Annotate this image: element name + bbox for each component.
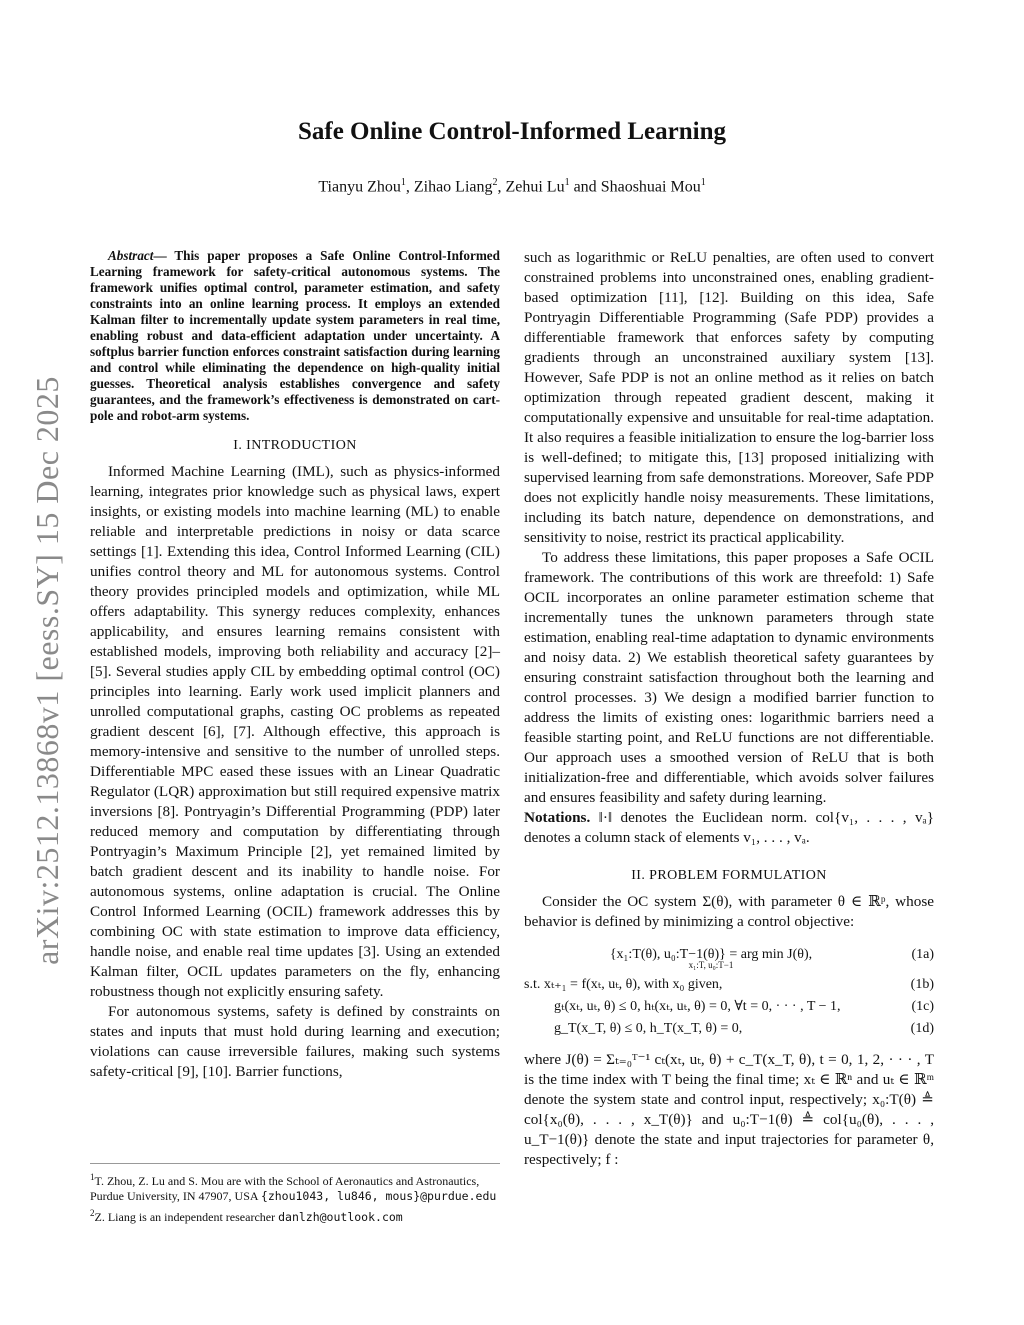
section-heading-problem-formulation: II. PROBLEM FORMULATION bbox=[631, 868, 827, 883]
equation-subscript: x₁:T, u₀:T−1 bbox=[688, 960, 734, 970]
body-paragraph: To address these limitations, this paper proposes a Safe OCIL framework. The contributions of this work are threefold: 1) Safe OCIL incorporates an online parameter estimation scheme that incrementally tunes the unknown parameters through state estimation, enabling real-time adaptation to dynamic environments and noisy data. 2) We establish theoretical safety guarantees by ensuring constraint satisfaction throughout both the learning and control processes. 3) We design a modified barrier function to address the limits of existing ones: logarithmic barriers need a feasible starting point, and ReLU functions are not differentiable. Our approach uses a smoothed version of ReLU that is both initialization-free and differentiable, which avoids solver failures and ensures feasibility and safety during learning. bbox=[524, 549, 934, 806]
author-name: Zihao Liang bbox=[413, 178, 493, 196]
left-column bbox=[90, 248, 500, 1082]
equation-number: (1b) bbox=[910, 977, 934, 992]
arxiv-identifier: arXiv:2512.13868v1 [eess.SY] 15 Dec 2025 bbox=[28, 375, 65, 965]
equation-number: (1d) bbox=[910, 1021, 934, 1036]
intro-paragraph: For autonomous systems, safety is defined by constraints on states and inputs that must hold during learning and execution; violations can cause irreversible failures, making such systems safety-critical [9], [10]. Barrier functions, bbox=[90, 1003, 500, 1080]
equation: {x₁:T(θ), u₀:T−1(θ)} = arg min J(θ), bbox=[609, 947, 813, 962]
affiliation-mark: 1 bbox=[700, 177, 706, 188]
equation-row bbox=[524, 1018, 934, 1040]
notations-paragraph bbox=[524, 808, 934, 848]
author-name: Tianyu Zhou bbox=[318, 178, 401, 196]
affiliation-mark: 1 bbox=[564, 177, 570, 188]
body-paragraph: Consider the OC system Σ(θ), with parameter θ ∈ ℝᵖ, whose behavior is defined by minimizing a control objective: bbox=[524, 893, 934, 930]
equation-row bbox=[524, 974, 934, 996]
right-column bbox=[524, 248, 934, 1170]
footnote-text: T. Zhou, Z. Lu and S. Mou are with the School of Aeronautics and Astronautics, Purdue University, IN 47907, USA bbox=[90, 1174, 480, 1203]
footnote-1 bbox=[90, 1170, 500, 1204]
notations-text: ‖·‖ denotes the Euclidean norm. col{v₁, . . . , vₐ} denotes a column stack of elements v₁, . . . , vₐ. bbox=[524, 809, 934, 846]
author-separator: and bbox=[569, 178, 601, 196]
arxiv-sidebar-stamp bbox=[22, 360, 72, 980]
abstract bbox=[90, 248, 500, 424]
affiliation-mark: 1 bbox=[400, 177, 406, 188]
author-name: Zehui Lu bbox=[505, 178, 565, 196]
footnote-email: {zhou1043, lu846, mous}@purdue.edu bbox=[260, 1189, 497, 1203]
footnotes bbox=[90, 1163, 500, 1227]
equation: s.t. xₜ₊₁ = f(xₜ, uₜ, θ), with x₀ given, bbox=[524, 977, 723, 992]
footnote-mark: 2 bbox=[90, 1208, 95, 1218]
equation-row bbox=[524, 996, 934, 1018]
intro-paragraph: Informed Machine Learning (IML), such as physics-informed learning, integrates prior knowledge such as physical laws, expert insights, or existing models into machine learning (ML) to enable reliable and interpretable predictions in noisy or data scarce settings [1]. Extending this idea, Control Informed Learning (CIL) unifies control theory and ML for autonomous systems. Control theory provides principled models and optimization, while ML offers adaptability. This synergy reduces complexity, enhances applicability, and ensures learning remains consistent with established models, improving both reliability and accuracy [2]–[5]. Several studies apply CIL by embedding optimal control (OC) principles into learning. Early work used implicit planners and unrolled computational graphs, casting OC problems as repeated gradient descent [6], [7]. Although effective, this approach is memory-intensive and sensitive to the number of unrolled steps. Differentiable MPC eased these issues with an Linear Quadratic Regulator (LQR) approximation but still required expensive matrix inversions [8]. Pontryagin’s Differential Programming (PDP) later reduced memory and computation by differentiating through Pontryagin’s Maximum Principle [2], yet remained limited by batch gradient descent and its inability to handle noise. For autonomous systems, online adaptation is crucial. The Online Control Informed Learning (OCIL) framework addresses this by combining OC with state estimation to improve data efficiency, handle noise, and enable real time updates [3]. Using an extended Kalman filter, OCIL updates parameters on the fly, enhancing robustness though not explicitly ensuring safety. bbox=[90, 463, 500, 1000]
equation-subscript-row bbox=[524, 960, 934, 970]
abstract-dash: — bbox=[153, 248, 175, 263]
author-separator: , bbox=[405, 178, 414, 196]
footnote-text: Z. Liang is an independent researcher bbox=[94, 1210, 279, 1224]
equation: gₜ(xₜ, uₜ, θ) ≤ 0, hₜ(xₜ, uₜ, θ) = 0, ∀t = 0, · · · , T − 1, bbox=[554, 999, 841, 1014]
section-heading-introduction: I. INTRODUCTION bbox=[233, 438, 357, 453]
body-paragraph: where J(θ) = Σₜ₌₀ᵀ⁻¹ cₜ(xₜ, uₜ, θ) + c_T(x_T, θ), t = 0, 1, 2, · · · , T is the time index with T being the final time; xₜ ∈ ℝⁿ and uₜ ∈ ℝᵐ denote the system state and control input, respectively; x₀:T(θ) ≜ col{x₀(θ), . . . , x_T(θ)} and u₀:T−1(θ) ≜ col{u₀(θ), . . . , u_T−1(θ)} denote the state and input trajectories for parameter θ, respectively; f : bbox=[524, 1051, 934, 1168]
footnote-email: danlzh@outlook.com bbox=[278, 1210, 403, 1224]
body-paragraph: such as logarithmic or ReLU penalties, are often used to convert constrained problems into unconstrained ones, enabling gradient-based optimization [11], [12]. Building on this idea, Safe Pontryagin Differentiable Programming (Safe PDP) provides a differentiable framework that enforces safety by computing gradients through an unconstrained auxiliary system [13]. However, Safe PDP is not an online method as it relies on batch optimization through repeated gradient descent, making it computationally expensive and unsuitable for real-time adaptation. It also requires a feasible initialization to ensure the log-barrier loss is well-defined; to mitigate this, [13] proposed initializing with supervised learning from safe demonstrations. Moreover, Safe PDP does not explicitly handle noisy measurements. These limitations, including its batch nature, dependence on demonstrations, and sensitivity to noise, restrict its practical applicability. bbox=[524, 249, 934, 546]
author-list bbox=[0, 177, 1024, 196]
footnote-mark: 1 bbox=[90, 1172, 95, 1182]
author-separator: , bbox=[497, 178, 506, 196]
equation: g_T(x_T, θ) ≤ 0, h_T(x_T, θ) = 0, bbox=[554, 1021, 743, 1036]
paper-title: Safe Online Control-Informed Learning bbox=[297, 118, 726, 145]
equation-number: (1a) bbox=[911, 947, 934, 962]
notations-label: Notations. bbox=[524, 809, 591, 826]
equation-number: (1c) bbox=[911, 999, 934, 1014]
affiliation-mark: 2 bbox=[492, 177, 498, 188]
abstract-text: This paper proposes a Safe Online Control-Informed Learning framework for safety-critical autonomous systems. The framework unifies optimal control, parameter estimation, and safety constraints into an online learning process. It employs an extended Kalman filter to incrementally update system parameters in real time, enabling robust and data-efficient adaptation under uncertainty. A softplus barrier function enforces constraint satisfaction during learning and control while eliminating the dependence on high-quality initial guesses. Theoretical analysis establishes convergence and safety guarantees, and the framework’s effectiveness is demonstrated on cart-pole and robot-arm systems. bbox=[90, 248, 500, 423]
footnote-2 bbox=[90, 1206, 500, 1225]
abstract-label: Abstract bbox=[108, 248, 154, 263]
equation-block bbox=[524, 944, 934, 1040]
author-name: Shaoshuai Mou bbox=[600, 178, 701, 196]
